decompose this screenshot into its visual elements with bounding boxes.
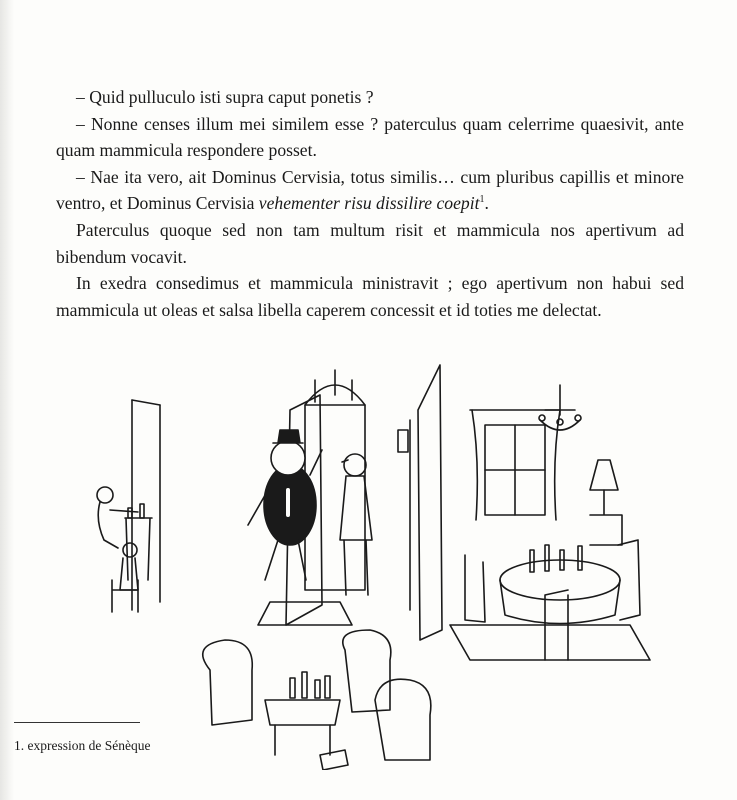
footnote-ref: 1 bbox=[479, 194, 485, 206]
paragraph-4: Paterculus quoque sed non tam multum risit et mammicula nos apertivum ad bibendum vocavit. bbox=[56, 219, 684, 267]
footnote-number: 1. bbox=[14, 738, 25, 753]
paragraph-1: – Quid pulluculo isti supra caput ponetis ? bbox=[76, 87, 374, 107]
footnote bbox=[14, 738, 150, 754]
paragraph-2: – Nonne censes illum mei similem esse ? paterculus quam celerrime quaesivit, ante quam mammicula respondere posset. bbox=[56, 113, 684, 161]
footnote-text: expression de Sénèque bbox=[27, 738, 151, 753]
cartoon-illustration bbox=[90, 340, 690, 770]
body-text bbox=[56, 84, 684, 323]
footnote-divider bbox=[14, 722, 140, 723]
page-edge-shadow bbox=[0, 0, 14, 800]
italic-quote: vehementer risu dissilire coepit bbox=[258, 193, 480, 214]
paragraph-3: – Nae ita vero, ait Dominus Cervisia, totus similis… cum pluribus capillis et minore ventro, et Dominus Cervisia vehementer risu dissilire coepit$^1$. bbox=[56, 166, 684, 214]
paragraph-5: In exedra consedimus et mammicula ministravit ; ego apertivum non habui sed mammicula ut oleas et salsa libella caperem concessit et id toties me delectat. bbox=[56, 273, 684, 320]
